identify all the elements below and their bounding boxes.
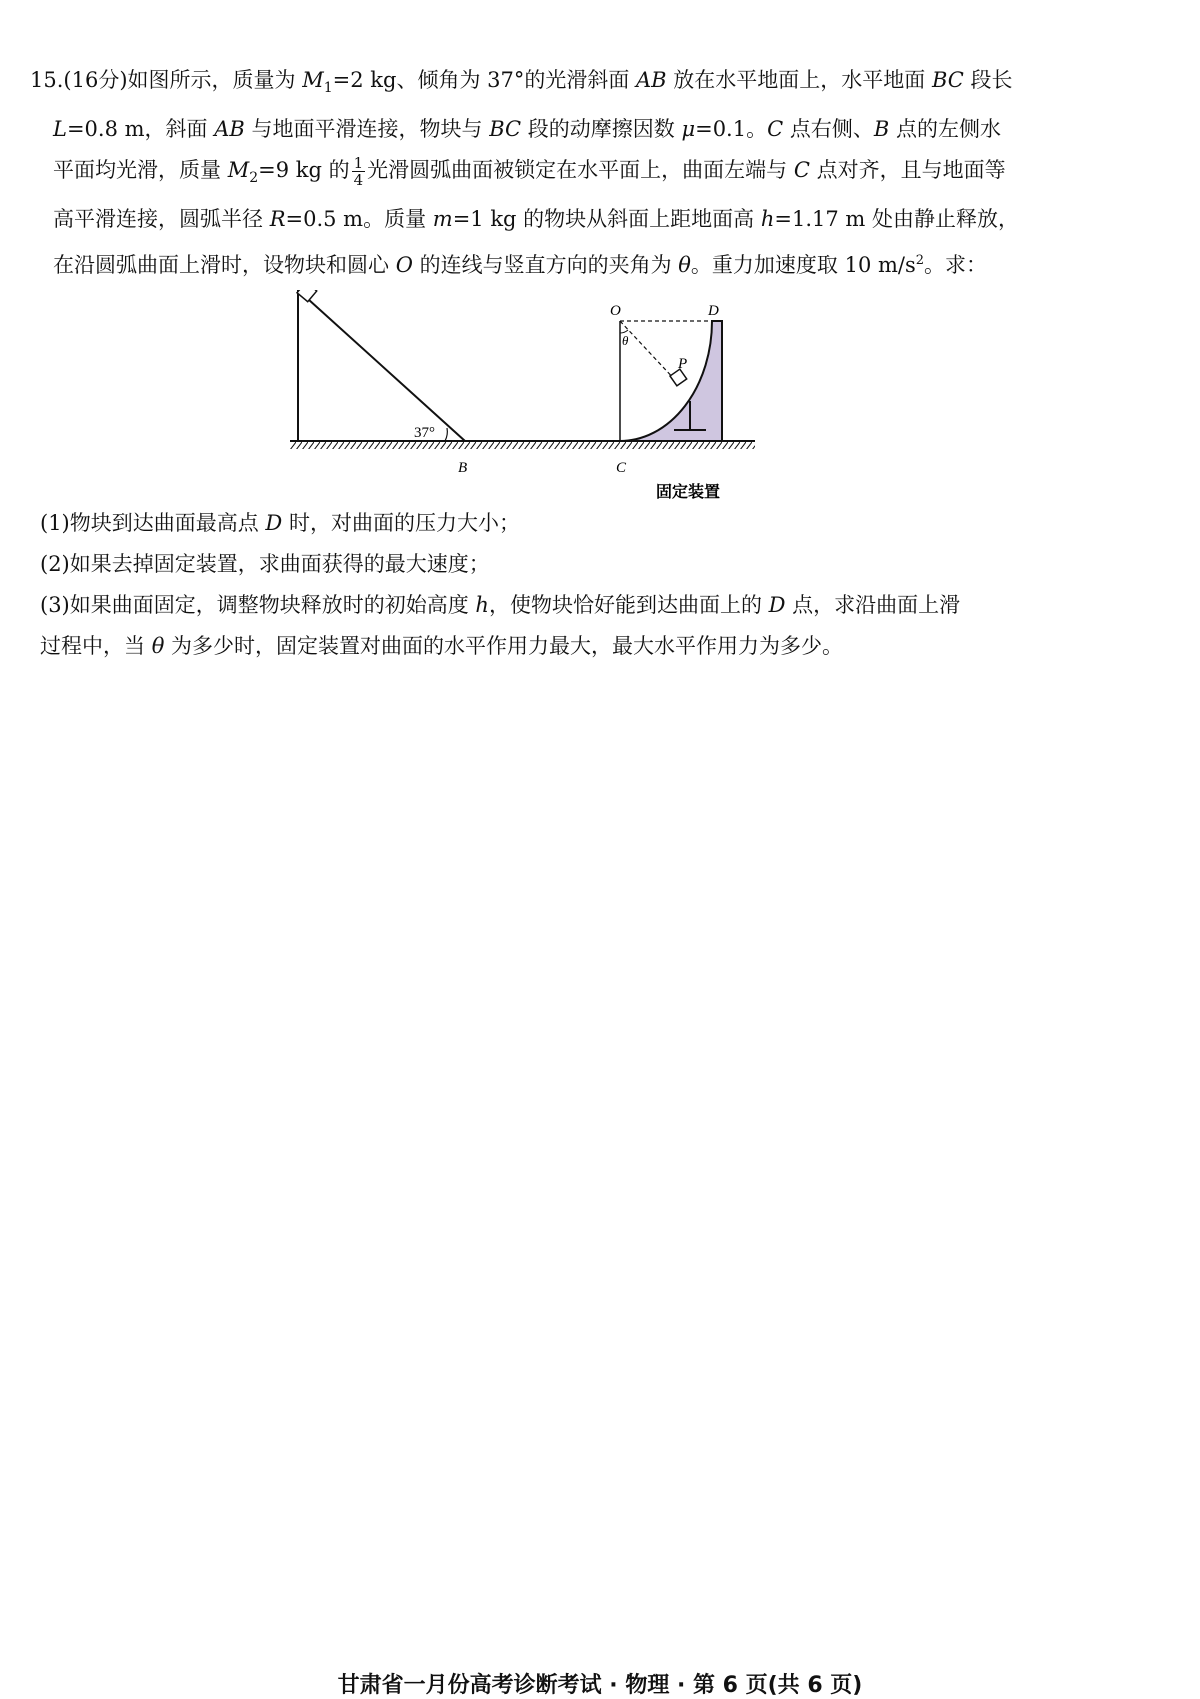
question-1: (1)物块到达曲面最高点 D 时，对曲面的压力大小；: [40, 511, 520, 535]
problem-score: (16分): [63, 68, 128, 92]
problem-line-1: 15.(16分)如图所示，质量为 $M_1=2$ kg、倾角为 37°的光滑斜面 AB 放在水平地面上，水平地面 BC 段长: [30, 68, 1013, 97]
question-2: (2)如果去掉固定装置，求曲面获得的最大速度；: [40, 552, 490, 576]
quarter-arc-surface: [620, 321, 722, 441]
label-fixture: 固定装置: [656, 482, 721, 501]
label-theta: θ: [622, 333, 629, 348]
angle-arc-37: [445, 428, 447, 441]
sub-questions: [40, 503, 1100, 667]
incline-ab: [298, 290, 465, 441]
ground-hatching: [290, 442, 755, 449]
question-3: (3)如果曲面固定，调整物块释放时的初始高度 h，使物块恰好能到达曲面上的 D 点，求沿曲面上滑: [40, 593, 961, 617]
block-at-a: [297, 290, 317, 302]
fraction-one-quarter: $\frac{1}{4}$: [353, 154, 364, 190]
label-o: O: [610, 303, 621, 319]
label-angle: 37°: [414, 425, 435, 441]
problem-line-3: 平面均光滑，质量 $M_2=9$ kg 的 $\frac{1}{4}$ 光滑圆弧曲面被锁定在水平面上，曲面左端与 C 点对齐，且与地面等: [53, 154, 1006, 190]
problem-number: 15.: [30, 68, 64, 92]
page-footer: 甘肃省一月份高考诊断考试 · 物理 · 第 6 页(共 6 页): [337, 1673, 863, 1698]
problem-line-2: L=0.8 m，斜面 AB 与地面平滑连接，物块与 BC 段的动摩擦因数 μ=0.1。C 点右侧、B 点的左侧水: [53, 117, 1001, 142]
label-d: D: [708, 303, 719, 319]
label-b: B: [458, 460, 468, 476]
label-c: C: [616, 460, 627, 476]
problem-line-5: 在沿圆弧曲面上滑时，设物块和圆心 O 的连线与竖直方向的夹角为 θ。重力加速度取 10 $m/s^2$。求：: [53, 253, 988, 278]
problem-line-4: 高平滑连接，圆弧半径 R=0.5 m。质量 m=1 kg 的物块从斜面上距地面高 h=1.17 m 处由静止释放，: [53, 207, 1019, 232]
label-p: P: [678, 356, 688, 372]
problem-statement: [30, 60, 1100, 286]
physics-diagram: [290, 290, 790, 505]
radius-op: [620, 321, 677, 382]
question-3-continued: 过程中，当 θ 为多少时，固定装置对曲面的水平作用力最大，最大水平作用力为多少。: [40, 634, 844, 658]
